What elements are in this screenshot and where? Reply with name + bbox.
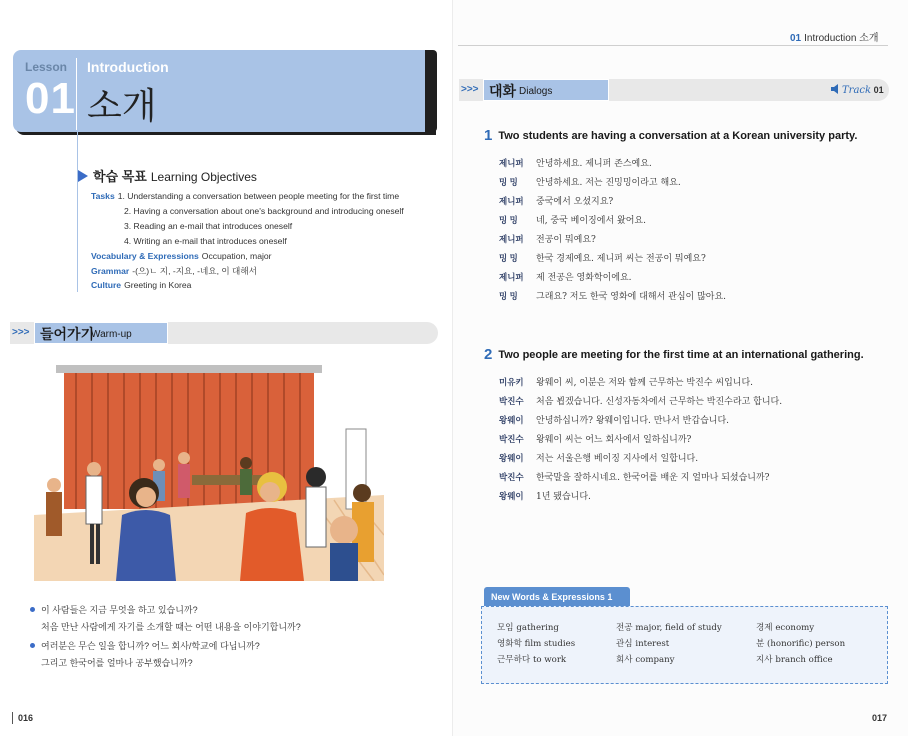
dialogs-title-en: Dialogs [519,86,553,97]
dialog-line: 밍 밍 그래요? 저도 한국 영화에 대해서 관심이 많아요. [499,291,727,302]
dialog-line: 밍 밍 한국 경제예요. 제니퍼 씨는 전공이 뭐예요? [499,253,706,264]
dialog-line: 제니퍼 안녕하세요. 제니퍼 존스예요. [499,158,652,169]
dialog-line: 왕웨이 1년 됐습니다. [499,491,591,502]
dialog-line: 밍 밍 안녕하세요. 저는 진밍밍이라고 해요. [499,177,681,188]
vocab-word: 관심 interest [616,639,670,649]
vocab-word: 모임 gathering [497,623,559,633]
audio-track-label: Track 01 [831,84,884,96]
objective-tasks: Tasks 1. Understanding a conversation between people meeting for the first time [91,191,400,201]
vocab-word: 회사 company [616,655,675,665]
dialog-line: 왕웨이 안녕하십니까? 왕웨이입니다. 만나서 반갑습니다. [499,415,730,426]
dialog-line: 박진수 한국말을 잘하시네요. 한국어를 배운 지 얼마나 되셨습니까? [499,472,770,483]
objective-grammar: Grammar -(으)ㄴ 지, -지요, -네요, 이 대해서 [91,266,257,276]
objective-vocab: Vocabulary & Expressions Occupation, major [91,251,272,261]
book-gutter [452,0,453,736]
bullet-icon [30,643,35,648]
chevron-icon: >>> [12,327,30,338]
question-item: 여러분은 무슨 일을 합니까? 어느 회사/학교에 다닙니까? [30,639,260,652]
dialog-1-title: 1 Two students are having a conversation at a Korean university party. [484,127,858,144]
lesson-number: 01 [25,74,76,123]
speaker-icon [831,84,842,94]
triangle-icon [78,170,88,182]
objective-task: 4. Writing an e-mail that introduces oneself [124,236,287,246]
dialog-line: 밍 밍 네, 중국 베이징에서 왔어요. [499,215,646,226]
dialogs-title-ko: 대화 [489,83,517,99]
lesson-label: Lesson [25,60,68,74]
lesson-tab-decoration [425,50,437,132]
running-header: 01 Introduction 소개 [790,33,879,44]
lesson-header [13,50,433,132]
dialog-line: 박진수 왕웨이 씨는 어느 회사에서 일하십니까? [499,434,692,445]
objective-culture: Culture Greeting in Korea [91,280,192,290]
dialog-line: 왕웨이 저는 서울은행 베이징 지사에서 일합니다. [499,453,699,464]
vocab-title: New Words & Expressions 1 [484,587,630,607]
dialogs-bar [459,79,889,101]
warmup-bar [10,322,438,344]
warmup-illustration [34,365,384,581]
vocab-word: 전공 major, field of study [616,623,722,633]
vocab-word: 경제 economy [756,623,815,633]
question-item: 이 사람들은 지금 무엇을 하고 있습니까? [30,603,198,616]
chevron-icon: >>> [461,84,479,95]
vocab-word: 근무하다 to work [497,655,567,665]
dialog-line: 제니퍼 중국에서 오셨지요? [499,196,614,207]
warmup-title-ko: 들어가기 [40,326,95,342]
dialog-2-title: 2 Two people are meeting for the first time at an international gathering. [484,346,864,363]
vocab-word: 분 (honorific) person [756,639,846,649]
lesson-title-ko: 소개 [87,86,157,127]
objective-task: 3. Reading an e-mail that introduces oneself [124,221,293,231]
bullet-icon [30,607,35,612]
objectives-heading: 학습 목표 Learning Objectives [78,166,257,185]
dialog-line: 제니퍼 제 전공은 영화학이에요. [499,272,632,283]
dialog-line: 미유키 왕웨이 씨, 이분은 저와 함께 근무하는 박진수 씨입니다. [499,377,754,388]
objective-task: 2. Having a conversation about one's background and introducing oneself [124,206,404,216]
lesson-title-en: Introduction [87,59,169,75]
vocab-word: 지사 branch office [756,655,833,665]
page-number-right: 017 [872,713,888,723]
warmup-title-en: Warm-up [91,329,132,340]
dialog-line: 제니퍼 전공이 뭐예요? [499,234,596,245]
vocab-word: 영화학 film studies [497,639,576,649]
question-item: 처음 만난 사람에게 자기를 소개할 때는 어떤 내용을 이야기합니까? [41,622,301,632]
question-item: 그리고 한국어를 얼마나 공부했습니까? [41,658,193,668]
dialog-line: 박진수 처음 뵙겠습니다. 신성자동차에서 근무하는 박진수라고 합니다. [499,396,783,407]
page-number-left: 016 [18,713,34,723]
